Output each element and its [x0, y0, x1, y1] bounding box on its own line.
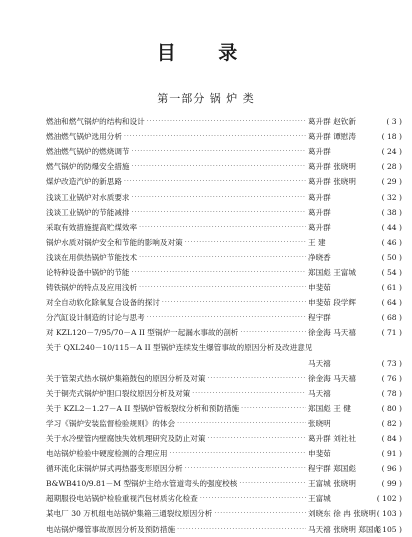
entry-page: ( 76 )	[381, 373, 402, 383]
table-of-contents	[46, 114, 402, 537]
toc-entry	[46, 491, 402, 506]
toc-entry	[46, 205, 402, 220]
leader-dots	[132, 148, 306, 155]
entry-title: 浅谈工业锅炉对水质要求	[46, 192, 130, 202]
toc-entry	[46, 144, 402, 159]
entry-page: ( 28 )	[381, 162, 402, 172]
entry-page: ( 91 )	[381, 449, 402, 459]
toc-entry	[46, 522, 402, 537]
entry-page: ( 103 )	[376, 509, 402, 519]
entry-page: ( 96 )	[381, 464, 402, 474]
entry-title: 关于 KZL2－1.27－A II 型锅炉管板裂纹分析和预防措施	[46, 403, 240, 413]
entry-page: ( 18 )	[381, 132, 402, 142]
entry-page: ( 50 )	[381, 252, 402, 262]
entry-authors: 葛升群 赵钦新	[308, 117, 356, 127]
leader-dots	[207, 435, 306, 442]
entry-page: ( 84 )	[381, 434, 402, 444]
entry-authors: 王富城	[308, 494, 331, 504]
entry-page: ( 64 )	[381, 298, 402, 308]
toc-entry	[46, 340, 402, 355]
leader-dots	[200, 495, 306, 502]
leader-dots	[139, 254, 306, 261]
toc-entry	[46, 431, 402, 446]
toc-entry	[46, 325, 402, 340]
entry-page: ( 24 )	[381, 147, 402, 157]
toc-entry	[46, 401, 402, 416]
leader-dots	[124, 178, 306, 185]
entry-authors: 申斐茹	[308, 449, 331, 459]
entry-page: ( 105 )	[376, 524, 402, 534]
toc-entry	[46, 159, 402, 174]
leader-dots	[139, 224, 306, 231]
section-heading: 第一部分 锅 炉 类	[157, 92, 255, 105]
entry-title: 某电厂 30 万机组电站锅炉集箱三通裂纹原因分析	[46, 509, 213, 519]
entry-title: 燃油和燃气锅炉的结构和设计	[46, 117, 145, 127]
toc-entry	[46, 446, 402, 461]
toc-entry	[46, 371, 402, 386]
entry-authors: 葛升群	[308, 207, 331, 217]
entry-page: ( 80 )	[381, 403, 402, 413]
entry-title: 学习《锅炉安装监督检验规则》的体会	[46, 418, 176, 428]
toc-entry	[46, 416, 402, 431]
entry-page: ( 38 )	[381, 207, 402, 217]
toc-entry	[46, 250, 402, 265]
entry-title: 铸铁锅炉的特点及应用浅析	[46, 283, 138, 293]
leader-dots	[240, 329, 306, 336]
entry-page: ( 3 )	[386, 117, 402, 127]
leader-dots	[132, 163, 306, 170]
entry-authors: 申斐茹 段学辉	[308, 298, 356, 308]
entry-authors: 郑国彪 王 健	[308, 403, 351, 413]
entry-title: 燃气锅炉的防爆安全措施	[46, 162, 130, 172]
entry-title: 采取有效措施提高贮煤效率	[46, 222, 138, 232]
entry-title: 关于水冷壁管内壁腐蚀失效机理研究及防止对策	[46, 434, 206, 444]
toc-entry	[46, 461, 402, 476]
entry-title: 电站锅炉检验中硬度检测的合理应用	[46, 449, 168, 459]
toc-entry	[46, 114, 402, 129]
toc-entry	[46, 310, 402, 325]
entry-authors: 郑国彪 王富城	[308, 267, 356, 277]
entry-title: 分汽缸设计制造的讨论与思考	[46, 313, 145, 323]
entry-authors: 葛升群 谭慰涛	[308, 132, 356, 142]
entry-authors: 程宇群	[308, 313, 331, 323]
leader-dots	[177, 526, 306, 533]
leader-dots	[132, 209, 306, 216]
leader-dots	[139, 284, 306, 291]
entry-title: 煤炉改造汽炉的新思路	[46, 177, 122, 187]
entry-authors: 刘晓东 徐 冉 张晓明	[308, 509, 376, 519]
entry-title: 对 KZL120－7/95/70－A II 型锅炉一起漏水事故的剖析	[46, 328, 239, 338]
entry-authors: 徐金海 马天禧	[308, 328, 356, 338]
entry-page: ( 54 )	[381, 267, 402, 277]
leader-dots	[185, 239, 306, 246]
toc-entry	[46, 174, 402, 189]
entry-page: ( 46 )	[381, 237, 402, 247]
entry-authors: 马天禧 张晓明 郑国彪	[308, 524, 382, 534]
entry-title: 超期服役电站锅炉检验重视汽包材质劣化检查	[46, 494, 198, 504]
entry-authors: 徐金海 马天禧	[308, 373, 356, 383]
leader-dots	[177, 420, 306, 427]
entry-title: 浅谈在用供热锅炉节能技术	[46, 252, 138, 262]
entry-title: 电站锅炉爆管事故原因分析及预防措施	[46, 524, 176, 534]
entry-page: ( 61 )	[381, 283, 402, 293]
entry-authors: 葛升群	[308, 147, 331, 157]
entry-page: ( 102 )	[376, 494, 402, 504]
entry-title: 关于管架式热水锅炉集箱鼓包的原因分析及对策	[46, 373, 206, 383]
entry-title: 关于铜壳式锅炉炉胆口裂纹原因分析及对策	[46, 388, 191, 398]
toc-entry	[46, 506, 402, 521]
toc-entry	[46, 295, 402, 310]
entry-title: 锅炉水质对锅炉安全和节能的影响及对策	[46, 237, 183, 247]
leader-dots	[241, 405, 306, 412]
entry-page: ( 99 )	[381, 479, 402, 489]
entry-title: 燃油燃气锅炉选用分析	[46, 132, 122, 142]
entry-authors: 马天禧	[308, 388, 331, 398]
entry-authors: 净晓香	[308, 252, 331, 262]
entry-page: ( 68 )	[381, 313, 402, 323]
toc-entry	[46, 476, 402, 491]
entry-authors: 葛升群 张晓明	[308, 177, 356, 187]
leader-dots	[207, 375, 306, 382]
entry-title: 对全自动软化除氧复合设备的探讨	[46, 298, 160, 308]
entry-authors: 申斐茹	[308, 283, 331, 293]
leader-dots	[132, 269, 306, 276]
entry-authors: 葛升群 张晓明	[308, 162, 356, 172]
toc-entry	[46, 356, 402, 371]
entry-authors: 葛升群	[308, 192, 331, 202]
entry-authors: 王富城 张晓明	[308, 479, 356, 489]
entry-title: 关于 QXL240－10/115－A II 型锅炉连续发生爆管事故的原因分析及改进意见	[46, 343, 313, 353]
leader-dots	[162, 299, 306, 306]
entry-authors: 马天禧	[308, 358, 331, 368]
toc-entry	[46, 129, 402, 144]
entry-title: B&WB410/9.81－M 型锅炉主给水管道弯头的强度校核	[46, 479, 238, 489]
leader-dots	[132, 194, 306, 201]
toc-entry	[46, 265, 402, 280]
entry-authors: 葛升群	[308, 222, 331, 232]
entry-page: ( 78 )	[381, 388, 402, 398]
entry-authors: 王 建	[308, 237, 326, 247]
entry-authors: 程宇群 郑国彪	[308, 464, 356, 474]
entry-title: 浅谈工业锅炉的节能减排	[46, 207, 130, 217]
page-title: 目 录	[156, 42, 256, 64]
leader-dots	[214, 510, 306, 517]
leader-dots	[185, 465, 306, 472]
leader-dots	[192, 390, 306, 397]
toc-entry	[46, 280, 402, 295]
toc-entry	[46, 189, 402, 204]
entry-title: 燃油燃气锅炉的燃烧调节	[46, 147, 130, 157]
entry-page: ( 29 )	[381, 177, 402, 187]
entry-page: ( 82 )	[381, 418, 402, 428]
entry-page: ( 71 )	[381, 328, 402, 338]
toc-entry	[46, 235, 402, 250]
entry-page: ( 44 )	[381, 222, 402, 232]
leader-dots	[239, 480, 306, 487]
entry-authors: 葛升群 刘社社	[308, 434, 356, 444]
leader-dots	[147, 314, 306, 321]
toc-entry	[46, 386, 402, 401]
entry-page: ( 73 )	[381, 358, 402, 368]
leader-dots	[170, 450, 307, 457]
leader-dots	[124, 133, 306, 140]
entry-page: ( 32 )	[381, 192, 402, 202]
entry-title: 循环流化床锅炉屏式再热器变形原因分析	[46, 464, 183, 474]
leader-dots	[147, 118, 306, 125]
entry-authors: 张晓明	[308, 418, 331, 428]
entry-title: 论特种设备中锅炉的节能	[46, 267, 130, 277]
toc-entry	[46, 220, 402, 235]
